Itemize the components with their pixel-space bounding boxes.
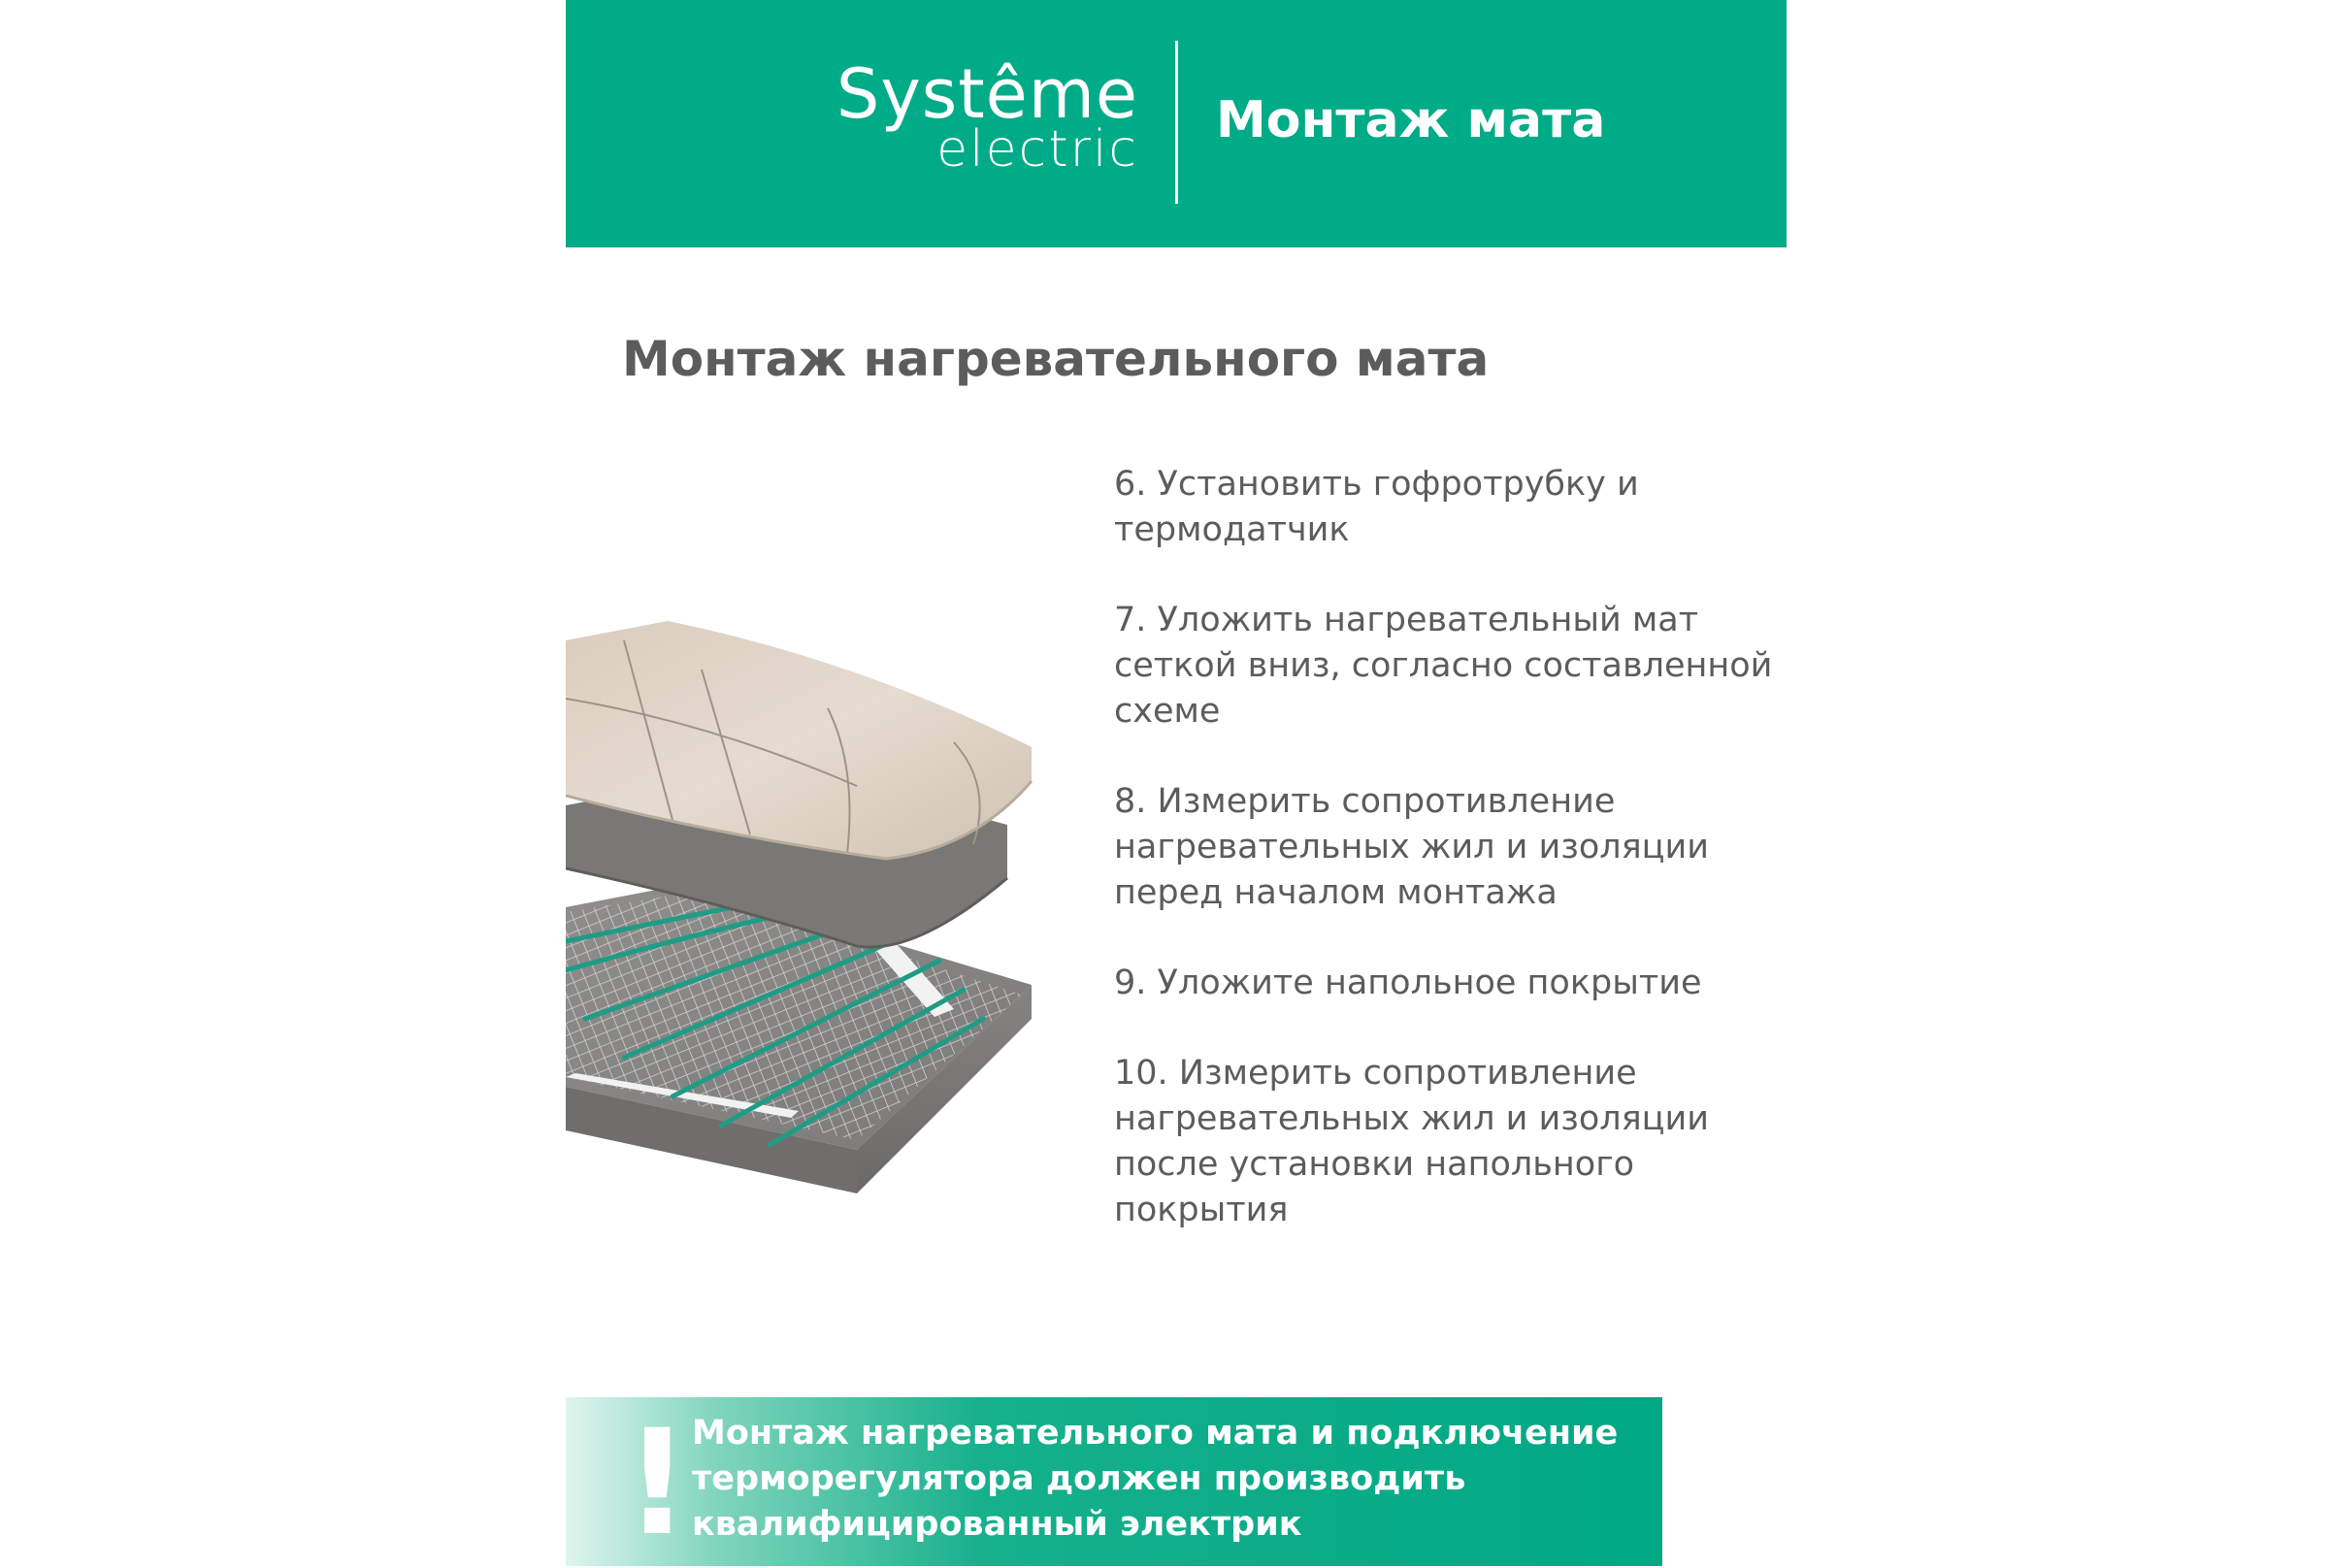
header-divider (1175, 41, 1178, 204)
instruction-page (566, 0, 1787, 1568)
header-title: Монтаж мата (1216, 91, 1606, 149)
exclamation-icon: ! (624, 1399, 691, 1568)
step-item: 6. Установить гофротрубку и термодатчик (1114, 465, 1639, 549)
page-title: Монтаж нагревательного мата (622, 331, 1490, 387)
warning-text: Монтаж нагревательного мата и подключение терморегулятора должен производить квалифицированный электрик (692, 1414, 1619, 1544)
step-item: 8. Измерить сопротивление нагревательных жил и изоляции перед началом монтажа (1114, 782, 1709, 912)
step-item: 10. Измерить сопротивление нагревательных жил и изоляции после установки напольного покрытия (1114, 1054, 1709, 1229)
step-item: 9. Уложите напольное покрытие (1114, 964, 1702, 1002)
logo-wordmark-line1: Systême (836, 54, 1138, 134)
installation-steps (1114, 462, 1774, 1233)
heating-mat-layers-illustration (566, 621, 1041, 1339)
warning-notice (566, 1397, 1662, 1566)
logo-wordmark-line2: electric (936, 120, 1138, 179)
step-item: 7. Уложить нагревательный мат сеткой вниз, согласно составленной схеме (1114, 601, 1773, 731)
systeme-electric-logo (804, 54, 1138, 186)
header-banner (566, 0, 1787, 247)
